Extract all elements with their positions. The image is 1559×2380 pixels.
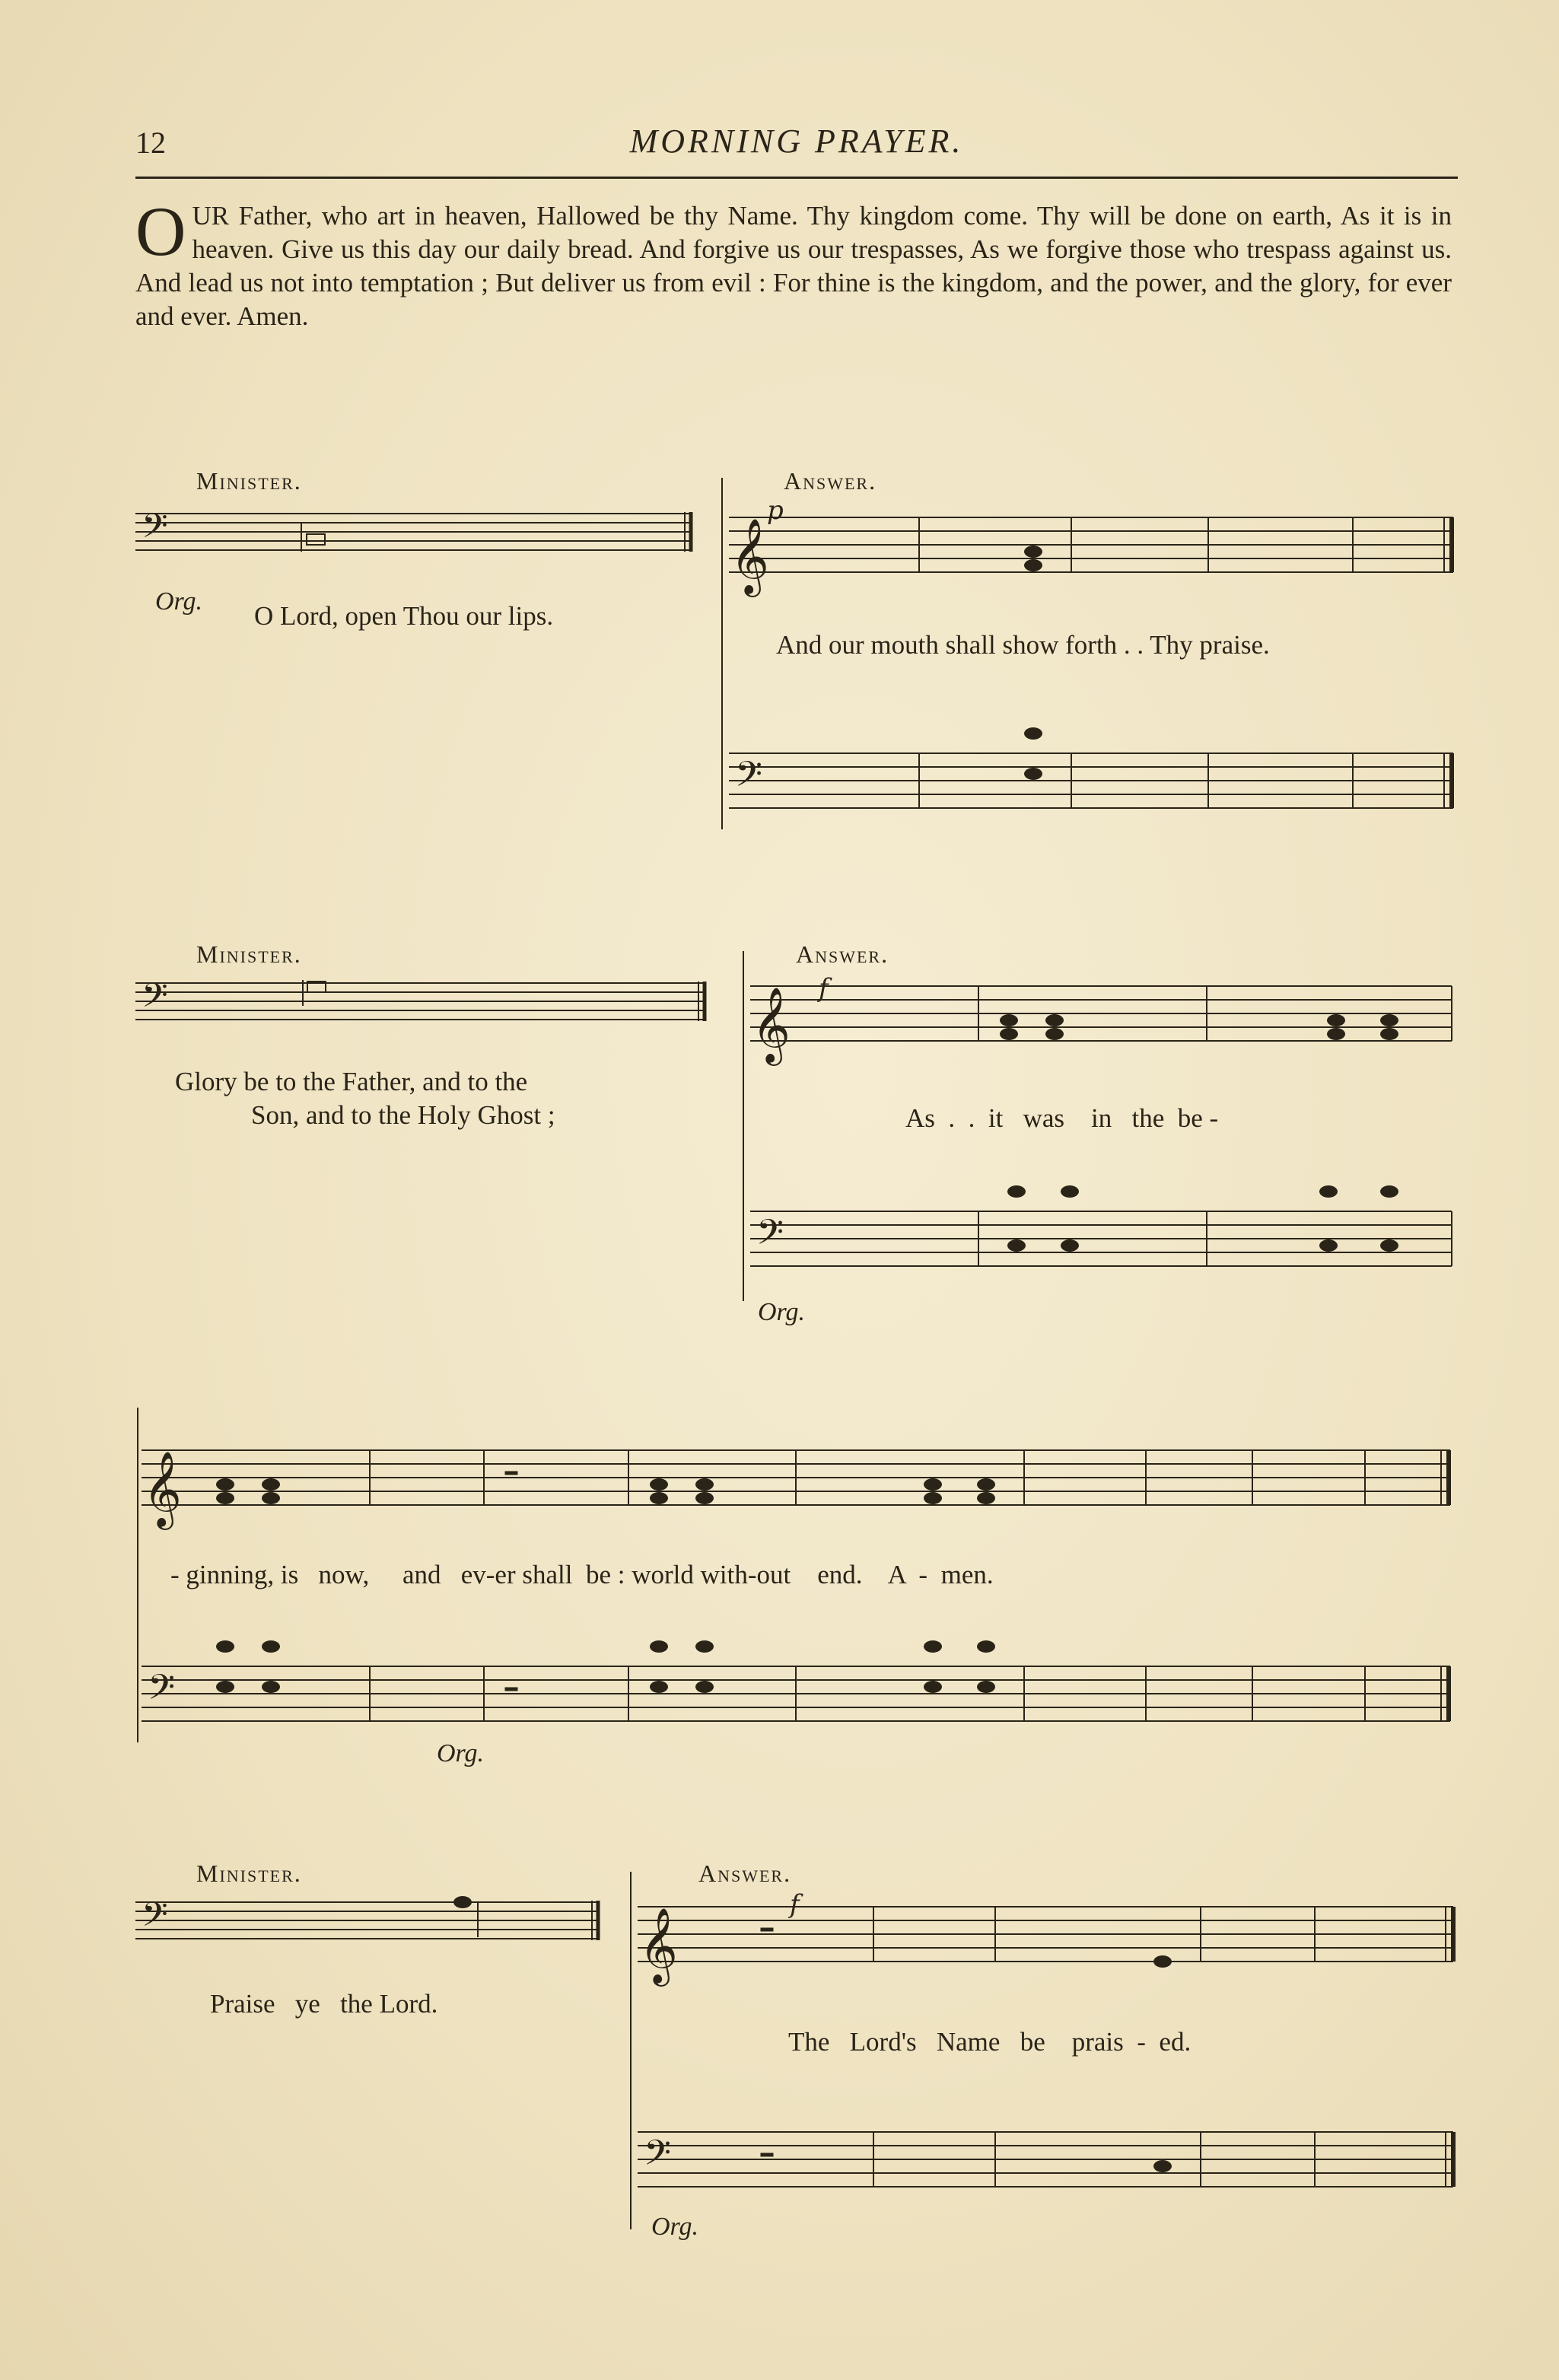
answer-label: Answer.: [698, 1860, 792, 1887]
drop-cap: O: [135, 192, 186, 270]
answer-bass-staff: [750, 1164, 1458, 1301]
minister-chant-staff: [135, 975, 714, 1052]
answer-treble-staff: [729, 495, 1459, 593]
page-number: 12: [135, 126, 166, 160]
dynamic-marking: p: [767, 495, 784, 526]
minister-versicle-line1: Glory be to the Father, and to the: [175, 1067, 528, 1096]
bass-clef-icon: 𝄢: [142, 975, 168, 1023]
answer-response: And our mouth shall show forth . . Thy praise.: [776, 630, 1270, 660]
prayer-text: UR Father, who art in heaven, Hallowed be thy Name. Thy kingdom come. Thy will be done on earth, As it is in heaven. Give us this day our daily bread. And forgive us our trespasses, As we forgive those who trespass against us. And lead us not into temptation ; But deliver us from evil : For thine is the kingdom, and the power, and the glory, for ever and ever. Amen.: [135, 201, 1452, 331]
bass-clef-icon: 𝄢: [142, 506, 168, 554]
minister-chant-staff: [135, 506, 698, 582]
minister-label: Minister.: [196, 940, 302, 968]
answer-treble-staff: [638, 1887, 1459, 2001]
continuation-bass-staff: [142, 1605, 1458, 1742]
treble-clef-icon: 𝄞: [639, 1908, 678, 1984]
minister-versicle: Praise ye the Lord.: [210, 1989, 438, 2019]
minister-chant-staff: [135, 1895, 607, 1971]
answer-bass-staff: [729, 692, 1459, 829]
lords-prayer: [135, 192, 1452, 333]
answer-response: The Lord's Name be prais - ed.: [788, 2027, 1192, 2057]
minister-versicle-line2: Son, and to the Holy Ghost ;: [251, 1100, 555, 1130]
header-rule: [135, 177, 1458, 179]
system-brace: [137, 1408, 138, 1742]
bass-clef-icon: 𝄢: [644, 2133, 672, 2182]
continuation-lyrics: - ginning, is now, and ev-er shall be : world with-out end. A - men.: [170, 1560, 994, 1589]
page-header: [135, 122, 1458, 175]
org-mark: Org.: [155, 587, 203, 616]
dynamic-marking: f: [790, 1889, 800, 1920]
treble-clef-icon: 𝄞: [730, 518, 769, 594]
org-mark: Org.: [758, 1298, 806, 1326]
org-mark: Org.: [651, 2213, 699, 2241]
system-brace: [721, 478, 723, 829]
system-brace: [630, 1872, 632, 2229]
system-brace: [743, 951, 744, 1301]
minister-label: Minister.: [196, 467, 302, 495]
treble-clef-icon: 𝄞: [752, 987, 791, 1063]
org-mark: Org.: [437, 1739, 485, 1768]
minister-versicle: O Lord, open Thou our lips.: [254, 601, 554, 631]
answer-label: Answer.: [784, 467, 877, 495]
bass-clef-icon: 𝄢: [148, 1667, 176, 1717]
answer-treble-staff: [750, 966, 1458, 1065]
answer-label: Answer.: [796, 940, 889, 968]
bass-clef-icon: 𝄢: [756, 1212, 784, 1262]
running-title: MORNING PRAYER.: [629, 123, 964, 160]
dynamic-marking: f: [819, 973, 829, 1004]
minister-label: Minister.: [196, 1860, 302, 1887]
answer-bass-staff: [638, 2085, 1459, 2222]
answer-response: As . . it was in the be -: [905, 1103, 1219, 1133]
treble-clef-icon: 𝄞: [143, 1451, 182, 1527]
continuation-treble-staff: [142, 1430, 1458, 1529]
bass-clef-icon: 𝄢: [142, 1895, 168, 1943]
bass-clef-icon: 𝄢: [735, 754, 763, 803]
